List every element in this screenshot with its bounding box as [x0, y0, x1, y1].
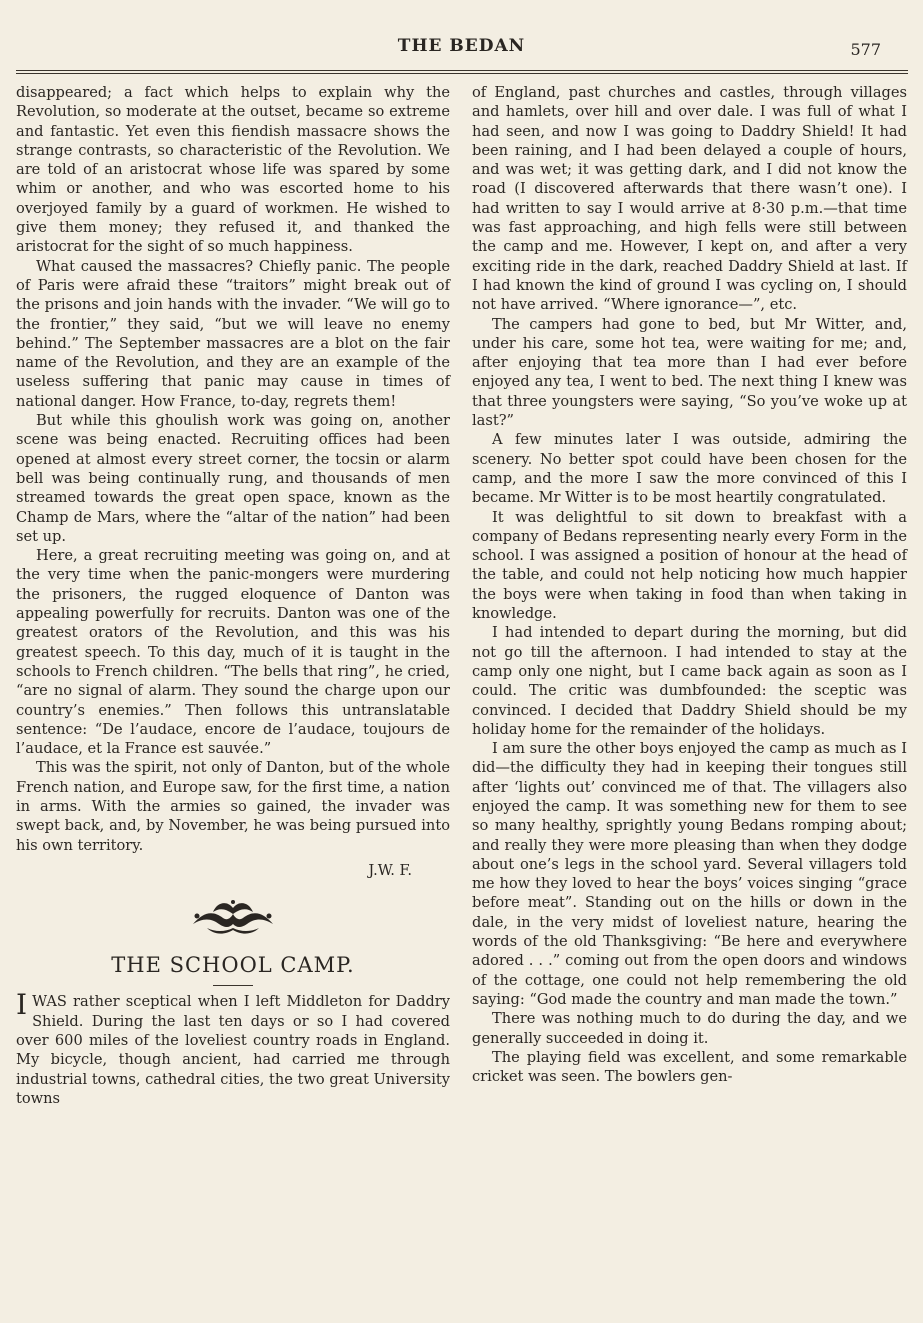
paragraph: Here, a great recruiting meeting was going on, and at the very time when the panic-mongers were murdering the prisoners, the rugged eloquence of Danton was appealing powerfully for recruits. Danton was one of the greatest orators of the Revolution, and this was his greatest speech. To this day, much of it is taught in the schools to French children. “The bells that ring”, he cried, “are no signal of alarm. They sound the charge upon our country’s enemies.” Then follows this untranslatable sentence: “De l’audace, encore de l’audace, toujours de l’audace, et la France est sauvée.”: [16, 547, 450, 758]
author-signature: J.W. F.: [368, 861, 412, 879]
title-rule: [213, 985, 253, 986]
paragraph: disappeared; a fact which helps to explain why the Revolution, so moderate at the outset, became so extreme and fantastic. Yet even this fiendish massacre shows the strange contrasts, so characteristic of the Revolution. We are told of an aristocrat whose life was spared by some whim or another, and who was escorted home to his overjoyed family by a guard of workmen. He wished to give them money; they refused it, and thanked the aristocrat for the sight of so much happiness.: [16, 84, 450, 256]
paragraph: It was delightful to sit down to breakfast with a company of Bedans representing nearly every Form in the school. I was assigned a position of honour at the head of the table, and could not help noticing how much happier the boys were when taking in food than when taking in knowledge.: [472, 508, 907, 623]
paragraph: What caused the massacres? Chiefly panic. The people of Paris were afraid these “traitors” might break out of the prisons and join hands with the invader. “We will go to the frontier,” they said, “but we will leave no enemy behind.” The September massacres are a blot on the fair name of the Revolution, and they are an example of the useless suffering that panic may cause in times of national danger. How France, to-day, regrets them!: [16, 257, 450, 410]
section-title: THE SCHOOL CAMP.: [111, 953, 355, 978]
running-title: THE BEDAN: [397, 36, 526, 56]
header-rule: [16, 70, 908, 74]
paragraph: There was nothing much to do during the day, and we generally succeeded in doing it.: [472, 1010, 907, 1047]
dropcap: I: [16, 988, 28, 1022]
paragraph: I am sure the other boys enjoyed the camp as much as I did—the difficulty they had in keeping their tongues still after ‘lights out’ convinced me of that. The villagers also enjoyed the camp. It was something new for them to see so many healthy, sprightly young Bedans romping about; and really they were more pleasing than when they dodge about one’s legs in the school yard. Several villagers told me how they loved to hear the boys’ voices singing “grace before meat”. Standing out on the hills or down in the dale, in the very midst of loveliest nature, hearing the words of the old Thanksgiving: “Be here and everywhere adored . . .” coming out from the open doors and windows of the cottage, one could not help remembering the old saying: “God made the country and man made the town.”: [472, 740, 907, 1008]
paragraph: But while this ghoulish work was going on, another scene was being enacted. Recruiting offices had been opened at almost every street corner, the tocsin or alarm bell was being continually rung, and thousands of men streamed towards the great open space, known as the Champ de Mars, where the “altar of the nation” had been set up.: [16, 412, 450, 545]
floral-ornament-icon: [183, 894, 283, 940]
paragraph: I had intended to depart during the morning, but did not go till the afternoon. I had intended to stay at the camp only one night, but I came back again as soon as I could. The critic was dumbfounded: the sceptic was convinced. I decided that Daddry Shield should be my holiday home for the remainder of the holidays.: [472, 624, 907, 738]
running-head: [0, 34, 923, 64]
paragraph: The playing field was excellent, and some remarkable cricket was seen. The bowlers gen-: [472, 1048, 907, 1086]
page-number: 577: [850, 40, 881, 59]
paragraph: of England, past churches and castles, through villages and hamlets, over hill and over dale. I was full of what I had seen, and now I was going to Daddry Shield! It had been raining, and I had been delayed a couple of hours, and was wet; it was getting dark, and I did not know the road (I discovered afterwards that there wasn’t one). I had written to say I would arrive at 8·30 p.m.—that time was fast approaching, and high fells were still between the camp and me. However, I kept on, and after a very exciting ride in the dark, reached Daddry Shield at last. If I had known the kind of ground I was cycling on, I should not have arrived. “Where ignorance—”, etc.: [472, 84, 907, 314]
paragraph: This was the spirit, not only of Danton, but of the whole French nation, and Europe saw, for the first time, a nation in arms. With the armies so gained, the invader was swept back, and, by November, he was being pursued into his own territory.: [16, 759, 450, 854]
paragraph-text: WAS rather sceptical when I left Middleton for Daddry Shield. During the last ten days or so I had covered over 600 miles of the loveliest country roads in England. My bicycle, though ancient, had carried me through industrial towns, cathedral cities, the two great University towns: [16, 993, 450, 1107]
left-column: [16, 83, 450, 1108]
paragraph: A few minutes later I was outside, admiring the scenery. No better spot could have been chosen for the camp, and the more I saw the more convinced of this I became. Mr Witter is to be most heartily congratulated.: [472, 431, 907, 507]
paragraph: The campers had gone to bed, but Mr Witter, and, under his care, some hot tea, were waiting for me; and, after enjoying that tea more than I had ever before enjoyed any tea, I went to bed. The next thing I knew was that three youngsters were saying, “So you’ve woke up at last?”: [472, 315, 907, 430]
section-first-paragraph: [16, 988, 450, 1108]
right-column: [472, 83, 907, 1086]
